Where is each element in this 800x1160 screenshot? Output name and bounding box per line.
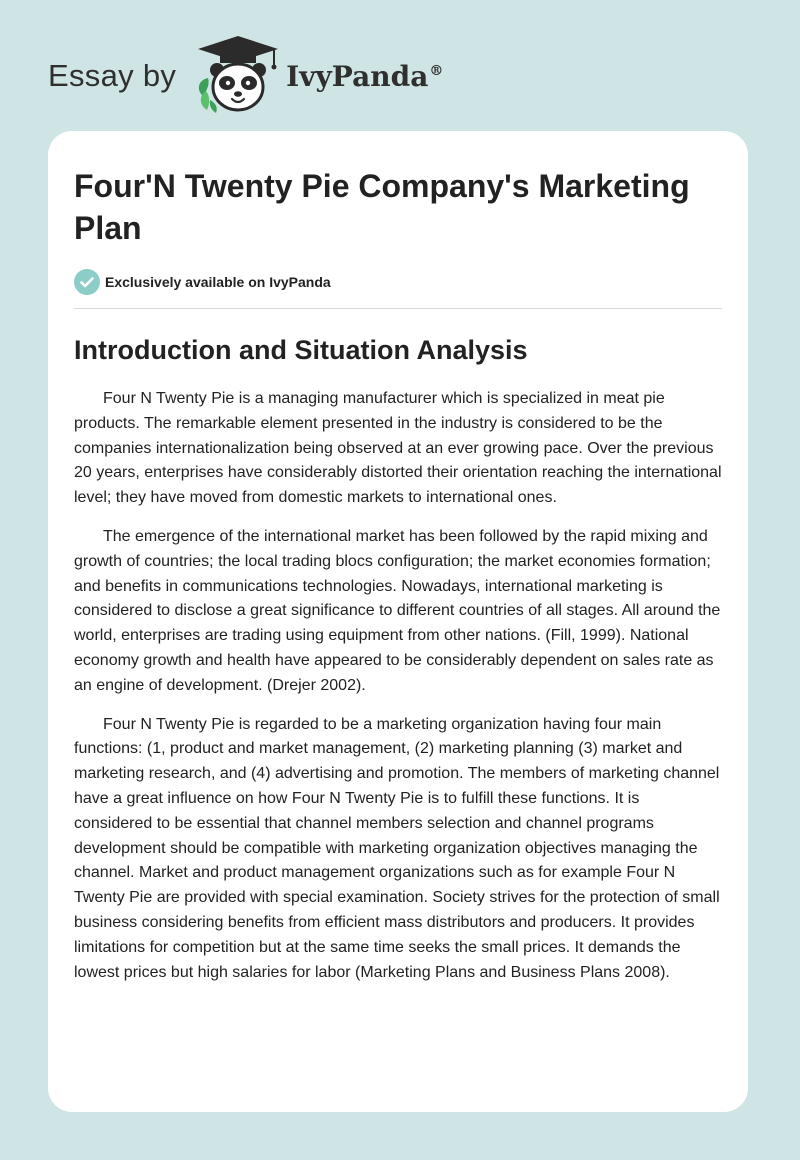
divider [74, 308, 722, 309]
panda-logo-icon [192, 34, 284, 114]
check-circle-icon [74, 269, 100, 295]
brand-name-text: IvyPanda [286, 59, 429, 93]
brand-name [286, 60, 443, 93]
paragraph-2: The emergence of the international market has been followed by the rapid mixing and growth of countries; the local trading blocs configuration; the market economies formation; and benefits in communications technologies. Nowadays, international marketing is considered to disclose a great significance to different countries of all stages. All around the world, enterprises are trading using equipment from other nations. (Fill, 1999). National economy growth and health have appeared to be considerably dependent on sales rate as an engine of development. (Drejer 2002). [74, 527, 721, 694]
article-body [74, 387, 722, 985]
exclusive-badge-text: Exclusively available on IvyPanda [105, 274, 331, 290]
brand-header[interactable] [48, 34, 443, 114]
section-heading: Introduction and Situation Analysis [74, 335, 528, 365]
essay-card [48, 131, 748, 1112]
paragraph-1: Four N Twenty Pie is a managing manufacturer which is specialized in meat pie products. The remarkable element presented in the industry is considered to be the companies internationalization being observed at an ever growing pace. Over the previous 20 years, enterprises have considerably distorted their orientation reaching the international level; they have moved from domestic markets to international ones. [74, 390, 722, 507]
paragraph-3: Four N Twenty Pie is regarded to be a marketing organization having four main functions: (1, product and market management, (2) marketing planning (3) market and marketing research, and (4) advertising and promotion. The members of marketing channel have a great influence on how Four N Twenty Pie is to fulfill these functions. It is considered to be essential that channel members selection and channel programs development should be compatible with marketing organization objectives managing the channel. Market and product management organizations such as for example Four N Twenty Pie are provided with special examination. Society strives for the protection of small business considering benefits from efficient mass distributors and producers. It provides limitations for competition but at the same time seeks the small prices. It demands the lowest prices but high salaries for labor (Marketing Plans and Business Plans 2008). [74, 715, 720, 981]
page-title: Four'N Twenty Pie Company's Marketing Plan [74, 168, 690, 246]
registered-mark: ® [429, 63, 444, 80]
exclusive-badge [74, 269, 722, 295]
brand-prefix: Essay by [48, 58, 177, 93]
